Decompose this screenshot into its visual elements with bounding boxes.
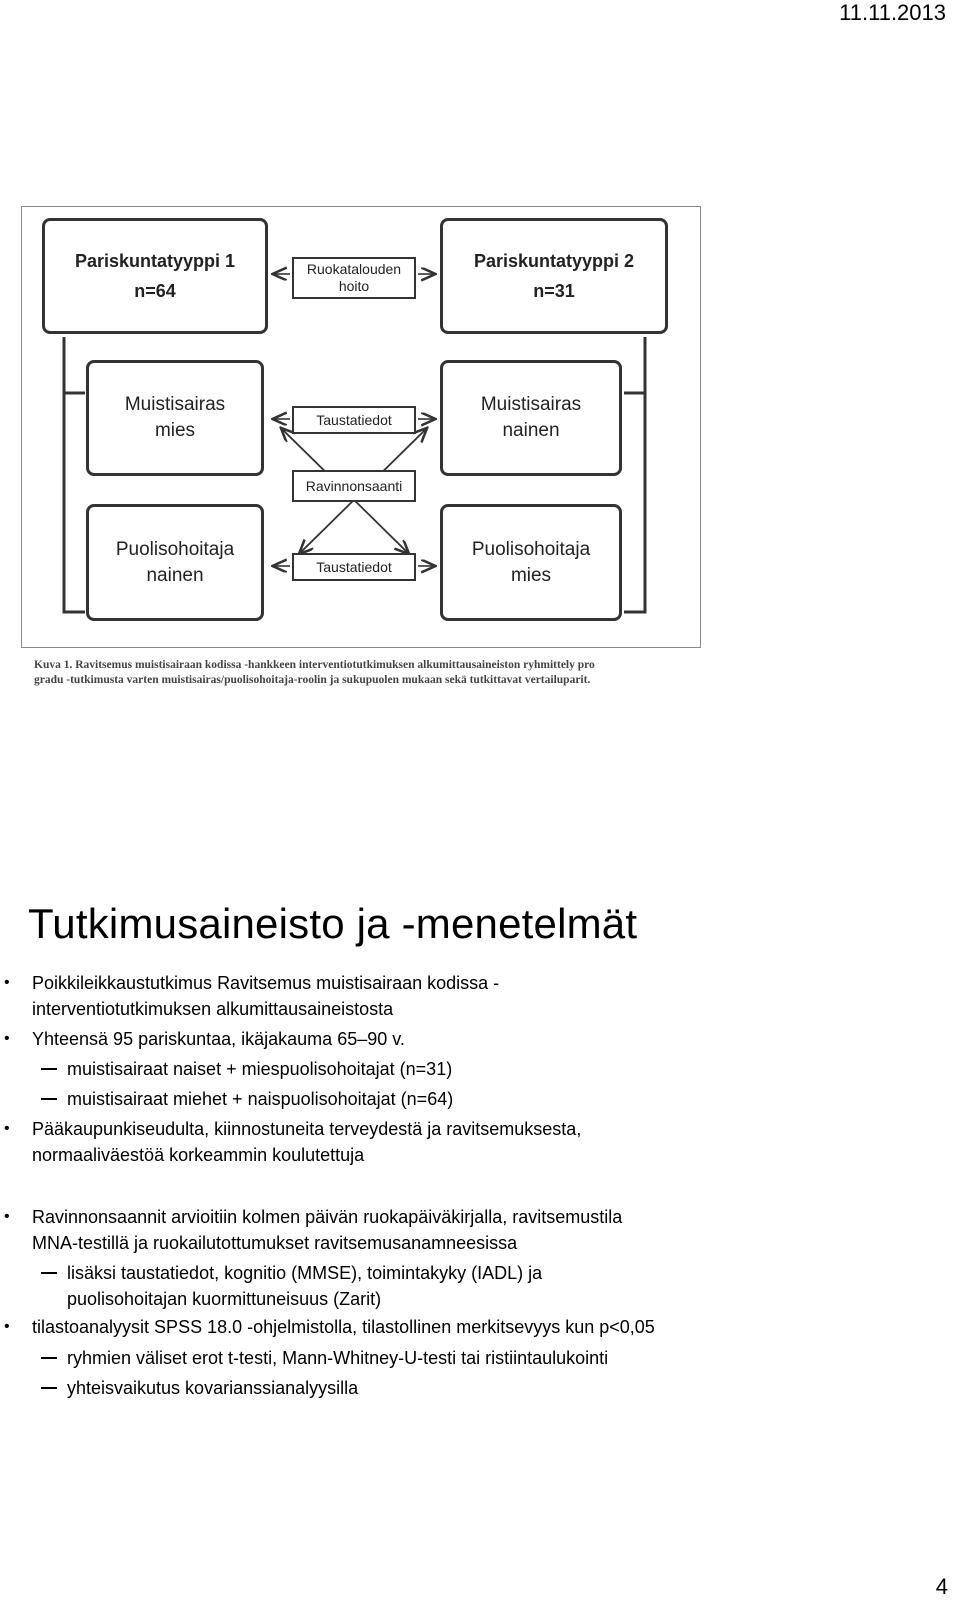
caregiver-female-role: Puolisohoitaja xyxy=(115,538,235,560)
bullet-icon: • xyxy=(4,974,10,991)
bullet-text: normaaliväestöä korkeammin koulutettuja xyxy=(32,1145,365,1165)
bullet-text: Ravinnonsaannit arvioitiin kolmen päivän ruokapäiväkirjalla, ravitsemustila xyxy=(32,1207,623,1227)
figure-caption-line1: Kuva 1. Ravitsemus muistisairaan kodissa -hankkeen interventiotutkimuksen alkumittausaineiston ryhmittely pro xyxy=(34,659,595,671)
intake-label: Ravinnonsaanti xyxy=(292,470,416,502)
sub-bullet-text: lisäksi taustatiedot, kognitio (MMSE), toimintakyky (IADL) ja xyxy=(67,1263,543,1283)
background-label-top: Taustatiedot xyxy=(292,406,416,434)
bullet-item xyxy=(4,1116,732,1168)
caregiver-male-box xyxy=(440,504,622,621)
bullet-text: Yhteensä 95 pariskuntaa, ikäjakauma 65–90 v. xyxy=(32,1029,405,1049)
sub-bullet-item xyxy=(67,1345,747,1371)
bullet-icon: • xyxy=(4,1120,10,1137)
couple-type-2-title: Pariskuntatyyppi 2 xyxy=(473,251,635,271)
sub-bullet-text: muistisairaat naiset + miespuolisohoitajat (n=31) xyxy=(67,1059,453,1079)
patient-female-role: Muistisairas xyxy=(480,394,582,415)
bullet-icon: • xyxy=(4,1208,10,1225)
page-number: 4 xyxy=(935,1574,948,1599)
patient-female-gender: nainen xyxy=(502,420,560,441)
sub-bullet-item xyxy=(67,1086,747,1112)
figure-caption xyxy=(34,658,714,688)
patient-male-box xyxy=(86,360,264,476)
bullet-text: MNA-testillä ja ruokailutottumukset ravitsemusanamneesissa xyxy=(32,1233,518,1253)
caregiver-male-gender: mies xyxy=(510,564,552,586)
dash-icon xyxy=(41,1068,57,1070)
sub-bullet-text: yhteisvaikutus kovarianssianalyysilla xyxy=(67,1378,359,1398)
patient-male-role: Muistisairas xyxy=(124,394,226,415)
sub-bullet-text: puolisohoitajan kuormittuneisuus (Zarit) xyxy=(67,1289,382,1309)
dash-icon xyxy=(41,1272,57,1274)
household-label xyxy=(292,257,416,299)
grouping-diagram xyxy=(21,206,701,648)
sub-bullet-item xyxy=(67,1056,747,1082)
caregiver-female-gender: nainen xyxy=(146,564,204,586)
background-label-bottom: Taustatiedot xyxy=(292,553,416,581)
bullet-text: interventiotutkimuksen alkumittausaineistosta xyxy=(32,999,394,1019)
bullet-icon: • xyxy=(4,1318,10,1335)
slide-date: 11.11.2013 xyxy=(839,0,946,25)
dash-icon xyxy=(41,1098,57,1100)
bullet-item xyxy=(4,970,732,1022)
sub-bullet-item xyxy=(67,1260,747,1312)
slide-title: Tutkimusaineisto ja -menetelmät xyxy=(28,900,638,947)
bullet-item xyxy=(4,1026,732,1052)
couple-type-1-box xyxy=(42,218,268,334)
couple-type-1-title: Pariskuntatyyppi 1 xyxy=(74,251,236,271)
sub-bullet-text: ryhmien väliset erot t-testi, Mann-Whitney-U-testi tai ristiintaulukointi xyxy=(67,1348,609,1368)
sub-bullet-item xyxy=(67,1375,747,1401)
couple-type-1-count: n=64 xyxy=(134,281,176,301)
household-label-line1: Ruokatalouden xyxy=(306,261,402,277)
couple-type-2-box xyxy=(440,218,668,334)
patient-female-box xyxy=(440,360,622,476)
sub-bullet-text: muistisairaat miehet + naispuolisohoitajat (n=64) xyxy=(67,1089,454,1109)
caregiver-male-role: Puolisohoitaja xyxy=(471,538,591,560)
bullet-text: Pääkaupunkiseudulta, kiinnostuneita terveydestä ja ravitsemuksesta, xyxy=(32,1119,582,1139)
figure-caption-line2: gradu -tutkimusta varten muistisairas/puolisohoitaja-roolin ja sukupuolen mukaan sekä tutkittavat vertailuparit. xyxy=(34,674,591,686)
couple-type-2-count: n=31 xyxy=(533,281,575,301)
dash-icon xyxy=(41,1357,57,1359)
caregiver-female-box xyxy=(86,504,264,621)
bullet-item xyxy=(4,1204,732,1256)
dash-icon xyxy=(41,1387,57,1389)
bullet-text: tilastoanalyysit SPSS 18.0 -ohjelmistolla, tilastollinen merkitsevyys kun p<0,05 xyxy=(32,1317,655,1337)
household-label-line2: hoito xyxy=(338,278,370,294)
bullet-text: Poikkileikkaustutkimus Ravitsemus muistisairaan kodissa - xyxy=(32,973,500,993)
patient-male-gender: mies xyxy=(154,420,196,441)
bullet-icon: • xyxy=(4,1030,10,1047)
bullet-item xyxy=(4,1314,732,1340)
